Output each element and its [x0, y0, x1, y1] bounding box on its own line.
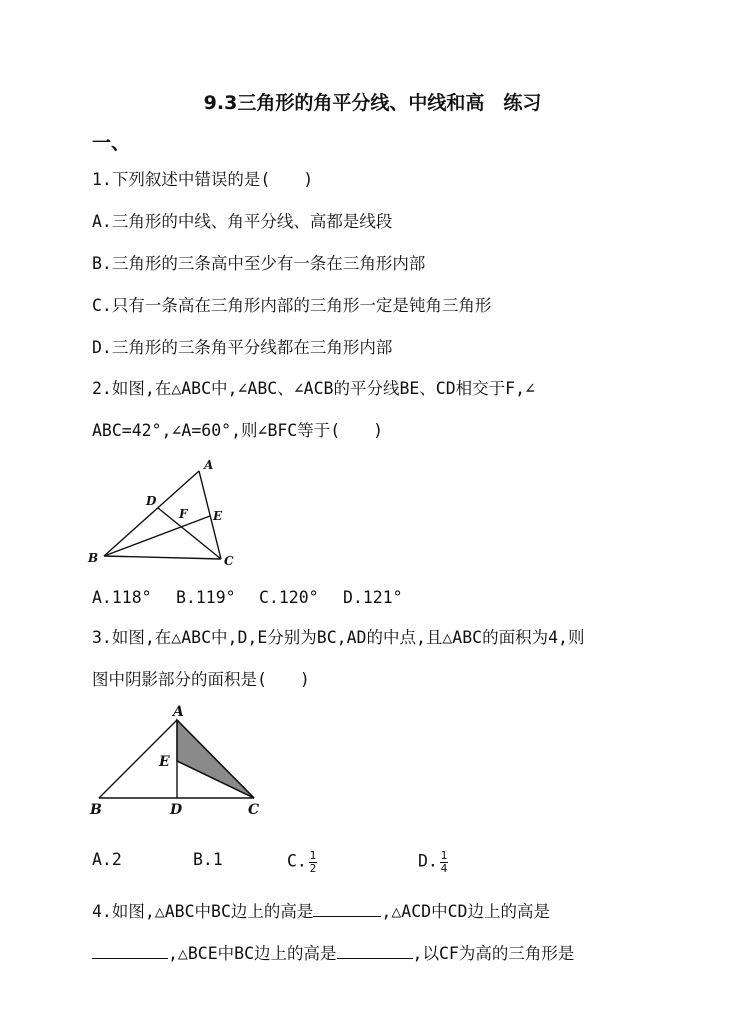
- q4-line1: [92, 902, 550, 921]
- q3-option-d: [418, 850, 448, 874]
- q3-option-c-fraction: [309, 850, 317, 874]
- q1-option-d: D.三角形的三条角平分线都在三角形内部: [92, 338, 393, 357]
- q2-option-d: D.121°: [343, 588, 403, 607]
- answer-blank-1[interactable]: [313, 902, 381, 917]
- q3-stem-line1: 3.如图,在△ABC中,D,E分别为BC,AD的中点,且△ABC的面积为4,则: [92, 628, 585, 647]
- section-heading: 一、: [92, 132, 131, 154]
- q3-option-c-letter: C.: [287, 851, 307, 871]
- q2-option-c: C.120°: [259, 588, 319, 607]
- fraction-denominator: 4: [440, 861, 448, 875]
- label-c: C: [224, 554, 234, 568]
- page-title: 9.3三角形的角平分线、中线和高 练习: [203, 92, 542, 114]
- label-b: B: [88, 551, 99, 565]
- q3-option-d-letter: D.: [418, 851, 438, 871]
- fraction-denominator: 2: [309, 861, 317, 875]
- q2-option-b: B.119°: [176, 588, 236, 607]
- label-a: A: [204, 458, 214, 472]
- label-f: F: [179, 507, 188, 521]
- q3-triangle-figure: [84, 700, 274, 822]
- label-a: A: [173, 704, 184, 720]
- q4-text-1: 4.如图,△ABC中BC边上的高是: [92, 902, 314, 921]
- q3-option-c: [287, 850, 317, 874]
- q2-stem-line2: ABC=42°,∠A=60°,则∠BFC等于( ): [92, 421, 384, 440]
- q4-text-3: ,△BCE中BC边上的高是: [168, 944, 337, 963]
- label-c: C: [248, 802, 260, 818]
- q3-option-a: A.2: [92, 850, 122, 869]
- q4-text-2: ,△ACD中CD边上的高是: [381, 902, 550, 921]
- q4-text-4: ,以CF为高的三角形是: [412, 944, 575, 963]
- label-b: B: [90, 802, 102, 818]
- fraction-numerator: 1: [309, 849, 317, 862]
- label-d: D: [170, 802, 183, 818]
- fraction-numerator: 1: [440, 849, 448, 862]
- answer-blank-3[interactable]: [337, 944, 413, 959]
- q2-stem-line1: 2.如图,在△ABC中,∠ABC、∠ACB的平分线BE、CD相交于F,∠: [92, 379, 535, 398]
- q3-option-b: B.1: [193, 850, 223, 869]
- q1-option-b: B.三角形的三条高中至少有一条在三角形内部: [92, 254, 426, 273]
- bisector-cd: [158, 508, 221, 559]
- q1-option-a: A.三角形的中线、角平分线、高都是线段: [92, 212, 393, 231]
- q4-line2: [92, 944, 574, 963]
- side-bc: [104, 556, 221, 559]
- answer-blank-2[interactable]: [92, 944, 168, 959]
- q1-option-c: C.只有一条高在三角形内部的三角形一定是钝角三角形: [92, 296, 492, 315]
- q1-stem: 1.下列叙述中错误的是( ): [92, 170, 314, 189]
- q2-option-a: A.118°: [92, 588, 152, 607]
- q3-option-d-fraction: [440, 850, 448, 874]
- label-e: E: [213, 509, 223, 523]
- q2-triangle-figure: [80, 452, 250, 572]
- bisector-be: [104, 516, 210, 556]
- label-d: D: [146, 494, 157, 508]
- q3-stem-line2: 图中阴影部分的面积是( ): [92, 670, 310, 689]
- label-e: E: [159, 754, 170, 770]
